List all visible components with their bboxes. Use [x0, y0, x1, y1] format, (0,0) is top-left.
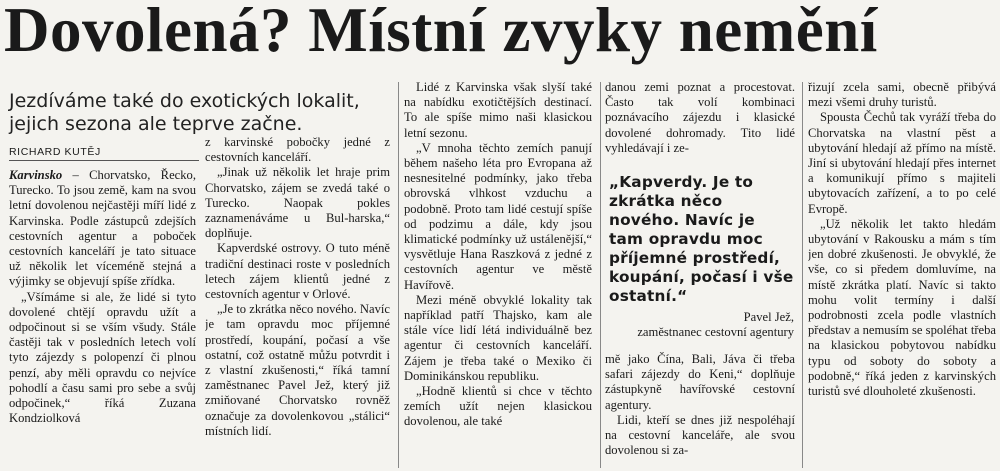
subheadline: Jezdíváme také do exotických lokalit, jejich sezona ale teprve začne.: [9, 90, 360, 135]
paragraph: Lidi, kteří se dnes již nespoléhají na cestovní kanceláře, ale svou dovolenou si za-: [605, 412, 795, 458]
paragraph: danou zemi poznat a procestovat. Často tak volí kombinaci poznávacího zájezdu i klasické dovolené dohromady. Tito lidé vyhledávají i ze-: [605, 80, 795, 155]
paragraph: „V mnoha těchto zemích panují během našeho léta pro Evropana až nesnesitelné podmínky, jako třeba obrovská vlhkost vzduchu a podobně. Proto tam lidé cestují spíše od podzimu a dále, kdy jsou klimatické podmínky už ustálenější,“ vysvětluje Hana Raszková z jedné z cestovních agentur ve městě Havířově.: [404, 140, 592, 292]
paragraph: Lidé z Karvinska však slyší také na nabídku exotičtějších destinací. To ale spíše mimo naši klasickou letní sezonu.: [404, 80, 592, 140]
paragraph: řizují zcela sami, obecně přibývá mezi všemi druhy turistů.: [808, 80, 996, 110]
paragraph: [9, 168, 196, 290]
byline-author: RICHARD KUTĚJ: [9, 146, 199, 161]
paragraph: „Už několik let takto hledám ubytování v Rakousku a mám s tím jen dobré zkušenosti. Je obvyklé, že vše, co si předem domluvíme, na místě zkrátka platí. Navíc si takto mohu volit termíny i další podrobnosti zcela podle vlastních představ a nemusím se spoléhat třeba na klasickou pobytovou nabídku typu od soboty do soboty a podobně,“ říká jeden z karvinských turistů své dlouholeté zkušenosti.: [808, 216, 996, 399]
headline: Dovolená? Místní zvyky nemění: [4, 0, 878, 65]
dateline: Karvinsko: [9, 168, 63, 182]
article-column-5: [808, 80, 996, 468]
paragraph: mě jako Čína, Bali, Jáva či třeba safari zájezdy do Keni,“ doplňuje zástupkyně havířovské cestovní agentury.: [605, 352, 795, 412]
column-divider: [398, 82, 399, 468]
paragraph: „Jinak už několik let hraje prim Chorvatsko, zájem se zvedá také o Turecko. Naopak pokles zaznamenáváme u Bul-harska,“ doplňuje.: [205, 165, 390, 241]
paragraph: „Hodně klientů si chce v těchto zemích užít nejen klasickou dovolenou, ale také: [404, 384, 592, 429]
pull-quote-text: „Kapverdy. Je to zkrátka něco nového. Navíc je tam opravdu moc příjemné prostředí, koupání, počasí i vše ostatní.“: [609, 173, 794, 305]
paragraph: Mezi méně obvyklé lokality tak například patří Thajsko, kam ale stále více lidí létá individuálně bez agentur či cestovních kanceláří. Zájem je třeba také o Mexiko či Dominikánskou republiku.: [404, 292, 592, 383]
article-column-1: [9, 168, 196, 468]
paragraph: z karvinské pobočky jedné z cestovních kanceláří.: [205, 135, 390, 165]
paragraph: Kapverdské ostrovy. O tuto méně tradiční destinaci roste v posledních letech zájem klientů jedné z cestovních agentur v Orlové.: [205, 241, 390, 302]
pull-quote: [609, 173, 794, 341]
article-column-4-top: [605, 80, 795, 170]
pull-quote-author: Pavel Jež,: [743, 310, 794, 324]
column-divider: [600, 82, 601, 468]
pull-quote-role: zaměstnanec cestovní agentury: [637, 325, 794, 339]
article-column-3: [404, 80, 592, 468]
article-column-2: [205, 135, 390, 468]
paragraph: „Všímáme si ale, že lidé si tyto dovolené chtějí opravdu užít a odpočinout si se vším všudy. Stále častěji tak v posledních letech volí tyto zájezdy s polopenzí či plnou penzí, aby měli opravdu co nejvíce pohodlí a času sami pro sebe a svůj odpočinek,“ říká Zuzana Kondziolková: [9, 289, 196, 426]
article-column-4-bottom: [605, 352, 795, 468]
column-divider: [802, 82, 803, 468]
paragraph: Spousta Čechů tak vyráží třeba do Chorvatska na vlastní pěst a ubytování hledají až přímo na místě. Jiní si ubytování hledají přes internet a komunikují přímo s majiteli ubytovacích zařízení, a to po celé Evropě.: [808, 110, 996, 216]
paragraph: „Je to zkrátka něco nového. Navíc je tam opravdu moc příjemné prostředí, koupání, počasí a vše ostatní, což ostatně můžu potvrdit i z vlastní zkušenosti,“ říká tamní zaměstnanec Pavel Jež, který již zmiňované Chorvatsko rovněž označuje za dovolenkovou „stálici“ místních lidí.: [205, 302, 390, 438]
paragraph-text: – Chorvatsko, Řecko, Turecko. To jsou země, kam na svou letní dovolenou nejčastěji míří lidé z Karvinska. Podle zástupců zdejších cestovních agentur a poboček cestovních kanceláří je tato situace už několik let víceméně stejná a výjimky se objevují spíše zřídka.: [9, 168, 196, 289]
